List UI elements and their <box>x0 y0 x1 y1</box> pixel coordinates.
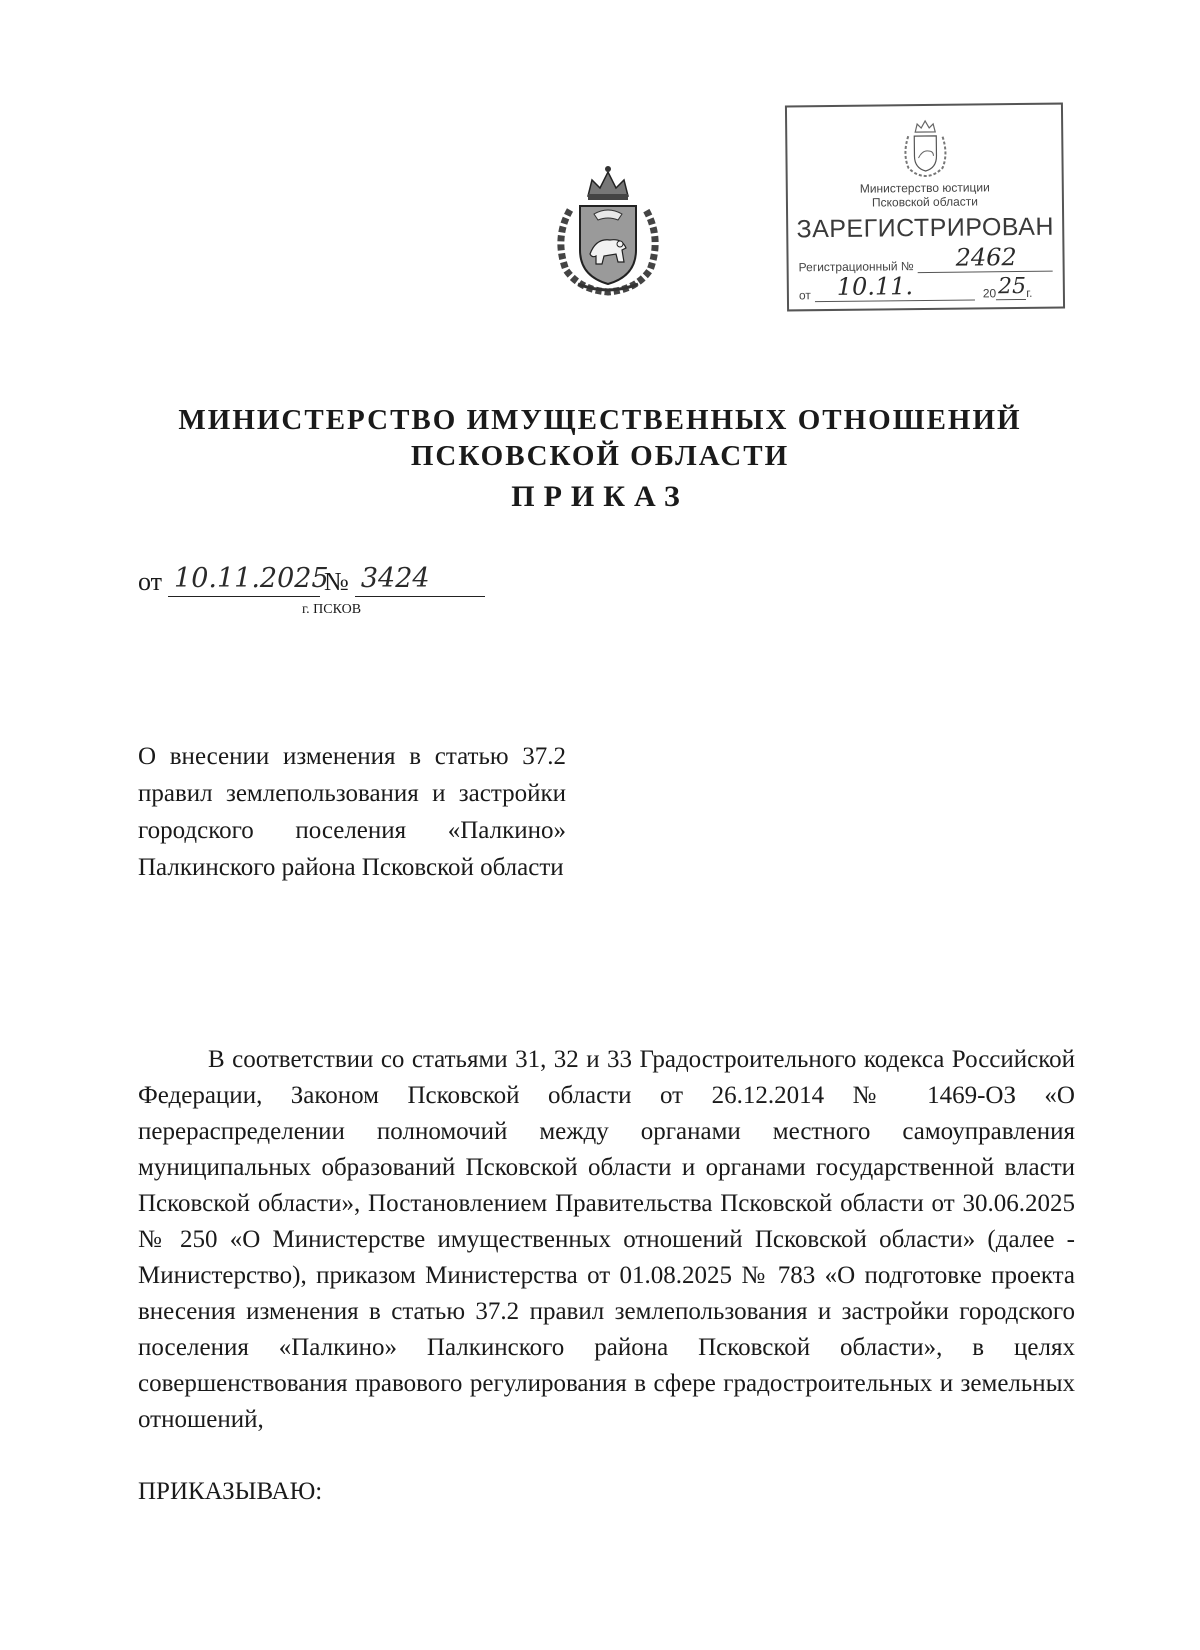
stamp-ministry-name <box>788 180 1062 211</box>
stamp-ministry-line1: Министерство юстиции <box>859 180 990 196</box>
stamp-year-prefix: 20 <box>982 286 997 301</box>
order-number-label: № <box>324 567 349 596</box>
order-date-prefix: от <box>138 567 163 596</box>
ministry-header <box>0 402 1200 474</box>
stamp-emblem-icon <box>900 118 951 179</box>
order-date-value: 10.11.2025 <box>174 563 329 594</box>
stamp-reg-number-field <box>918 243 1053 273</box>
ministry-header-line2: ПСКОВСКОЙ ОБЛАСТИ <box>410 440 790 472</box>
stamp-reg-number: 2462 <box>955 243 1017 272</box>
order-preamble-paragraph: В соответствии со статьями 31, 32 и 33 Градостроительного кодекса Российской Федерации, Законом Псковской области от 26.12.2014 № 1469-ОЗ «О перераспределении полномочий между органами местного самоуправления муниципальных образований Псковской области и органами государственной власти Псковской области», Постановлением Правительства Псковской области от 30.06.2025 № 250 «О Министерстве имущественных отношений Псковской области» (далее - Министерство), приказом Министерства от 01.08.2025 № 783 «О подготовке проекта внесения изменения в статью 37.2 правил землепользования и застройки городского поселения «Палкино» Палкинского района Псковской области», в целях совершенствования правового регулирования в сфере градостроительных и земельных отношений, <box>138 1046 1075 1433</box>
stamp-registration-number-row <box>798 243 1052 275</box>
stamp-date-field <box>815 272 975 302</box>
order-city: г. ПСКОВ <box>302 602 362 617</box>
stamp-status: ЗАРЕГИСТРИРОВАН <box>796 212 1055 244</box>
stamp-ministry-line2: Псковской области <box>871 194 978 210</box>
order-directive: ПРИКАЗЫВАЮ: <box>138 1478 323 1505</box>
registration-stamp <box>785 103 1065 312</box>
order-body <box>138 1042 1075 1438</box>
order-date-number-row <box>138 560 485 597</box>
stamp-reg-label: Регистрационный № <box>798 259 914 275</box>
stamp-date-prefix: от <box>798 288 811 303</box>
stamp-year-suffix: г. <box>1026 285 1033 300</box>
order-number-value: 3424 <box>360 563 430 594</box>
order-subject: О внесении изменения в статью 37.2 правил землепользования и застройки городского поселения «Палкино» Палкинского района Псковской области <box>138 743 566 881</box>
document-title: ПРИКАЗ <box>511 480 689 513</box>
ministry-header-line1: МИНИСТЕРСТВО ИМУЩЕСТВЕННЫХ ОТНОШЕНИЙ <box>178 404 1022 436</box>
stamp-year-value: 25 <box>997 273 1027 300</box>
stamp-date-row <box>798 272 1053 303</box>
stamp-date-value: 10.11. <box>836 272 914 301</box>
coat-of-arms-emblem <box>548 158 668 298</box>
order-number-field <box>355 560 485 597</box>
order-date-field <box>168 560 329 597</box>
stamp-year-field <box>996 273 1027 300</box>
